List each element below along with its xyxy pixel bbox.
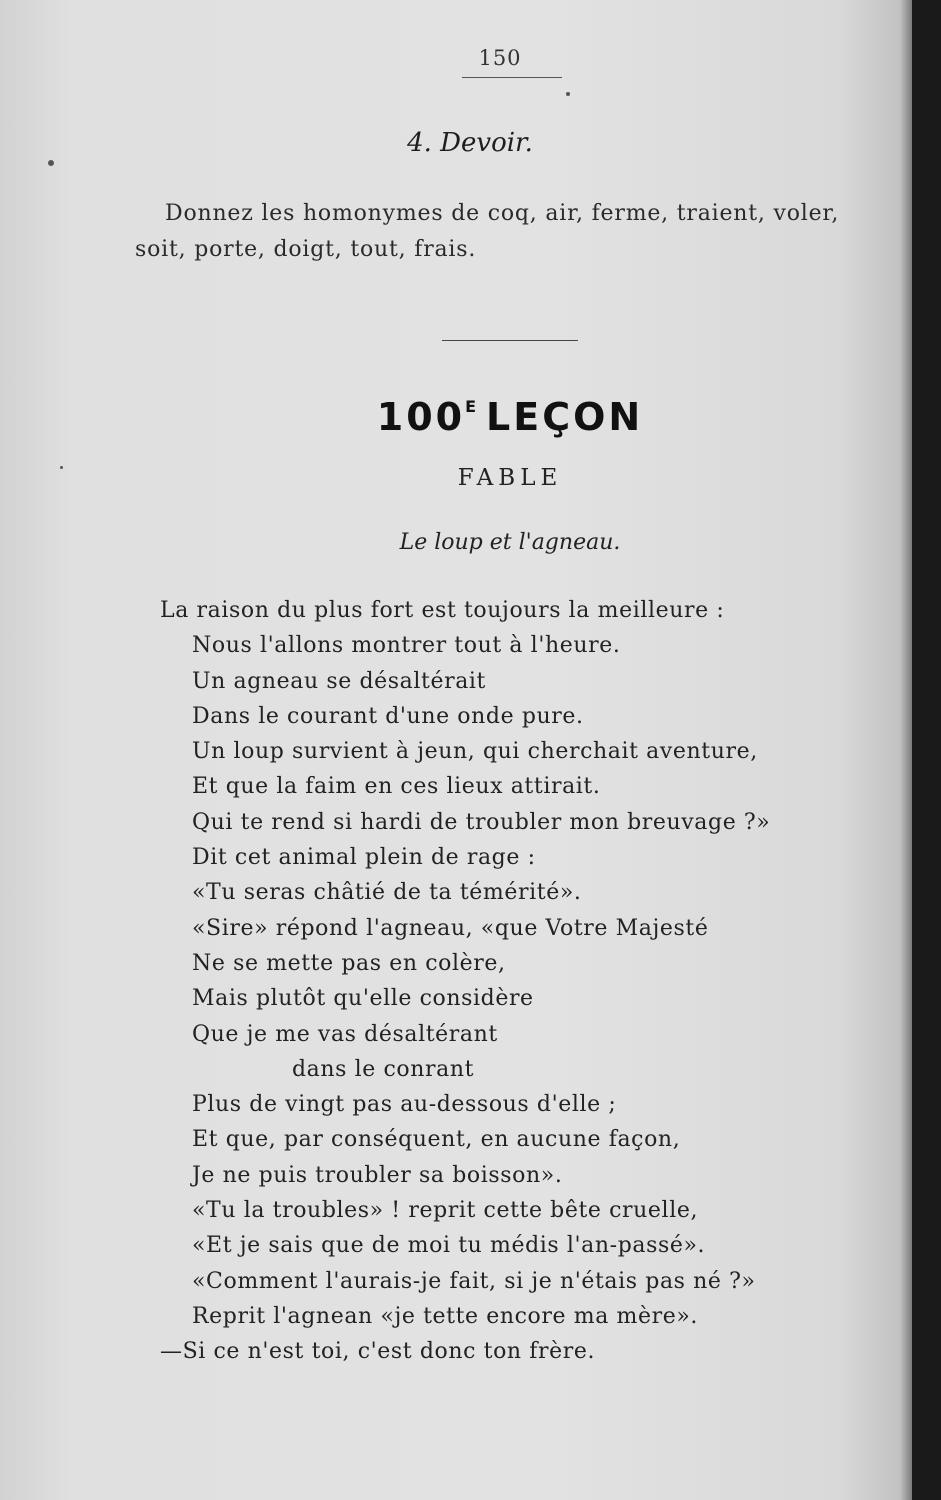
poem-line: La raison du plus fort est toujours la meilleure : xyxy=(160,598,725,623)
poem-line: «Tu la troubles» ! reprit cette bête cruelle, xyxy=(192,1198,699,1224)
page-number: 150 xyxy=(478,46,522,70)
fable-title: Le loup et l'agneau. xyxy=(399,530,621,555)
poem-line: Nous l'allons montrer tout à l'heure. xyxy=(192,633,621,659)
exercise-line: Donnez les homonymes de coq, air, ferme, traient, voler, xyxy=(165,201,840,226)
poem-line: Un loup survient à jeun, qui cherchait aventure, xyxy=(192,739,758,765)
poem-line: «Tu seras châtié de ta témérité». xyxy=(192,880,582,906)
poem-line: Et que, par conséquent, en aucune façon, xyxy=(192,1127,681,1153)
lesson-title xyxy=(300,395,720,439)
poem-line: «Sire» répond l'agneau, «que Votre Majesté xyxy=(192,915,709,941)
section-divider xyxy=(442,340,578,341)
lesson-ordinal-suffix: E xyxy=(465,397,477,416)
lesson-number: 100 xyxy=(376,395,466,439)
page-edge-shadow xyxy=(900,0,912,1500)
exercise-line: soit, porte, doigt, tout, frais. xyxy=(135,237,477,262)
poem-line: Ne se mette pas en colère, xyxy=(192,950,506,976)
lesson-word: LEÇON xyxy=(486,395,644,439)
ink-speck xyxy=(566,92,570,96)
poem-line: Plus de vingt pas au-dessous d'elle ; xyxy=(192,1092,617,1118)
section-heading: 4. Devoir. xyxy=(407,128,533,158)
poem-line: —Si ce n'est toi, c'est donc ton frère. xyxy=(160,1339,596,1365)
poem-line: «Et je sais que de moi tu médis l'an-passé». xyxy=(192,1233,706,1259)
page-number-rule xyxy=(462,77,562,78)
poem-line: Dans le courant d'une onde pure. xyxy=(192,703,584,729)
poem-line: dans le conrant xyxy=(292,1056,475,1082)
poem-line: Dit cet animal plein de rage : xyxy=(192,845,536,871)
exercise-paragraph xyxy=(135,196,895,268)
poem-line: Mais plutôt qu'elle considère xyxy=(192,986,534,1012)
ink-speck xyxy=(60,466,63,469)
ink-speck xyxy=(48,160,54,166)
poem-line: «Comment l'aurais-je fait, si je n'étais pas né ?» xyxy=(192,1268,756,1294)
poem-line: Reprit l'agnean «je tette encore ma mère». xyxy=(192,1303,698,1329)
lesson-subtitle: FABLE xyxy=(457,465,563,491)
poem-line: Que je me vas désaltérant xyxy=(192,1021,498,1047)
poem-line: Et que la faim en ces lieux attirait. xyxy=(192,774,601,800)
poem-line: Un agneau se désaltérait xyxy=(192,668,486,694)
poem xyxy=(160,593,860,1370)
poem-line: Je ne puis troubler sa boisson». xyxy=(192,1162,563,1188)
poem-line: Qui te rend si hardi de troubler mon breuvage ?» xyxy=(192,809,771,835)
